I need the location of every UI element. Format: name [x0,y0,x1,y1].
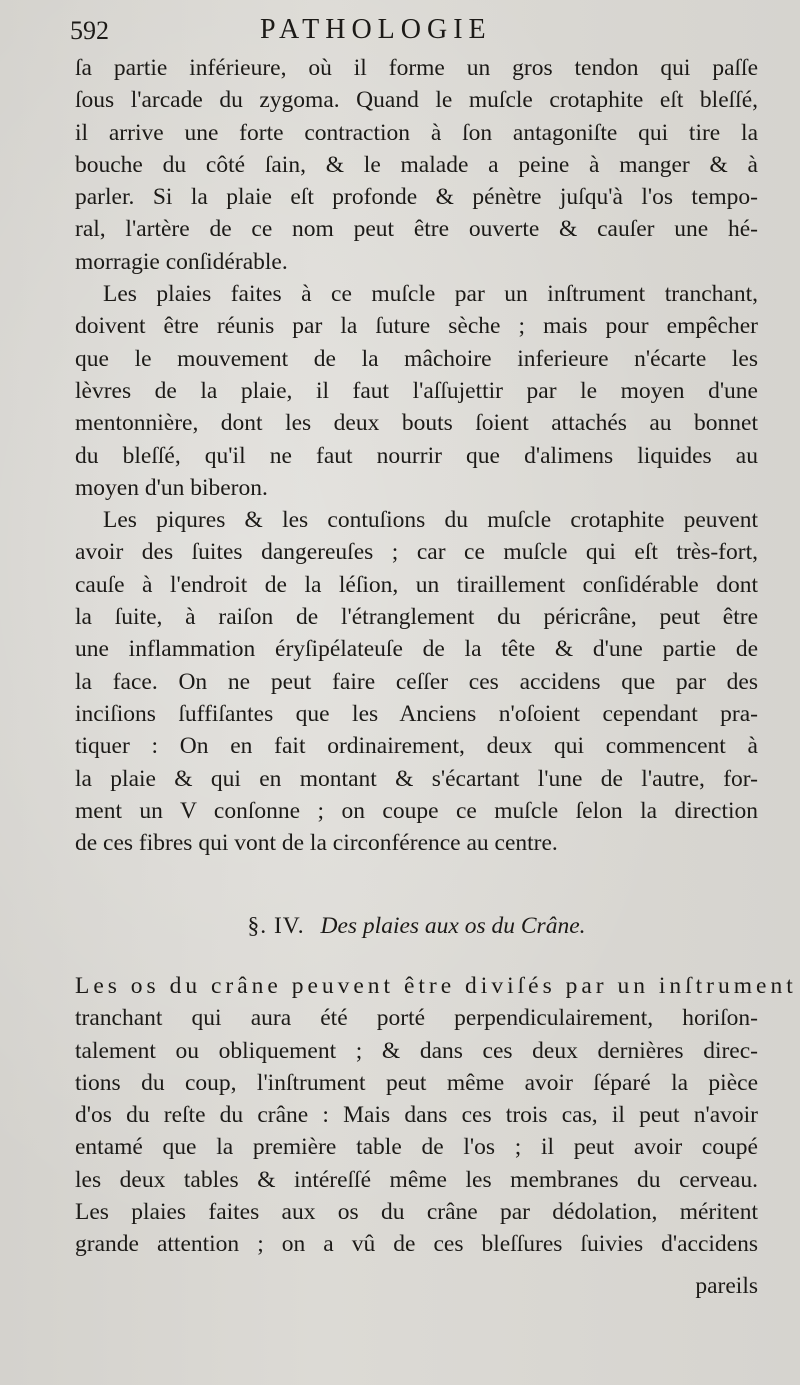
text-line: inciſions ſuffiſantes que les Anciens n'oſoient cependant pra- [75,700,758,727]
section-title: Des plaies aux os du Crâne. [320,913,586,939]
text-line: Les piqures & les contuſions du muſcle crotaphite peuvent [103,507,758,534]
text-line: la plaie & qui en montant & s'écartant l'une de l'autre, for- [75,765,758,792]
text-line: la face. On ne peut faire ceſſer ces accidens que par des [75,668,758,695]
text-line: du bleſſé, qu'il ne faut nourrir que d'alimens liquides au [75,442,758,469]
text-line: tranchant qui aura été porté perpendiculairement, horiſon- [75,1005,758,1032]
text-line: doivent être réunis par la ſuture sèche ; mais pour empêcher [75,313,758,340]
catchword: pareils [695,1273,758,1299]
text-line: morragie conſidérable. [75,248,288,275]
text-line: une inflammation éryſipélateuſe de la tête & d'une partie de [75,636,758,663]
text-line: bouche du côté ſain, & le malade a peine à manger & à [75,151,758,178]
text-line: parler. Si la plaie eſt profonde & pénètre juſqu'à l'os tempo- [75,184,758,211]
text-line: les deux tables & intéreſſé même les membranes du cerveau. [75,1166,758,1193]
text-line: cauſe à l'endroit de la léſion, un tiraillement conſidérable dont [75,571,758,598]
text-line: Les plaies faites aux os du crâne par dédolation, méritent [75,1199,758,1226]
text-line: ſa partie inférieure, où il forme un gros tendon qui paſſe [75,55,758,81]
body-text-block-1 [75,52,758,859]
page-number: 592 [70,16,109,45]
catchword-block [75,1270,758,1302]
section-number: §. IV. [247,913,305,939]
text-line: d'os du reſte du crâne : Mais dans ces trois cas, il peut n'avoir [75,1102,758,1129]
text-line: moyen d'un biberon. [75,474,268,501]
running-title: PATHOLOGIE [260,14,492,45]
text-line: grande attention ; on a vû de ces bleſſures ſuivies d'accidens [75,1231,758,1258]
text-line: Les plaies faites à ce muſcle par un inſtrument tranchant, [103,281,758,308]
running-head [70,14,760,48]
text-line: mentonnière, dont les deux bouts ſoient attachés au bonnet [75,410,758,437]
body-text-block-2 [75,970,797,1261]
text-line: ral, l'artère de ce nom peut être ouverte & cauſer une hé- [75,216,758,243]
text-line: de ces fibres qui vont de la circonférence au centre. [75,830,558,857]
text-line: entamé que la première table de l'os ; il peut avoir coupé [75,1134,758,1161]
text-line: la ſuite, à raiſon de l'étranglement du péricrâne, peut être [75,604,758,631]
text-line: Les os du crâne peuvent être diviſés par un inſtrument [75,973,797,999]
text-line: ment un V conſonne ; on coupe ce muſcle ſelon la direction [75,797,758,824]
text-line: tiquer : On en fait ordinairement, deux qui commencent à [75,733,758,760]
text-line: il arrive une forte contraction à ſon antagoniſte qui tire la [75,119,758,146]
section-heading [75,906,758,946]
text-line: que le mouvement de la mâchoire inferieure n'écarte les [75,345,758,372]
text-line: lèvres de la plaie, il faut l'aſſujettir par le moyen d'une [75,377,758,404]
text-line: talement ou obliquement ; & dans ces deux dernières direc- [75,1037,758,1064]
text-line: ſous l'arcade du zygoma. Quand le muſcle crotaphite eſt bleſſé, [75,87,758,114]
text-line: avoir des ſuites dangereuſes ; car ce muſcle qui eſt très-fort, [75,539,758,566]
text-line: tions du coup, l'inſtrument peut même avoir ſéparé la pièce [75,1069,758,1096]
